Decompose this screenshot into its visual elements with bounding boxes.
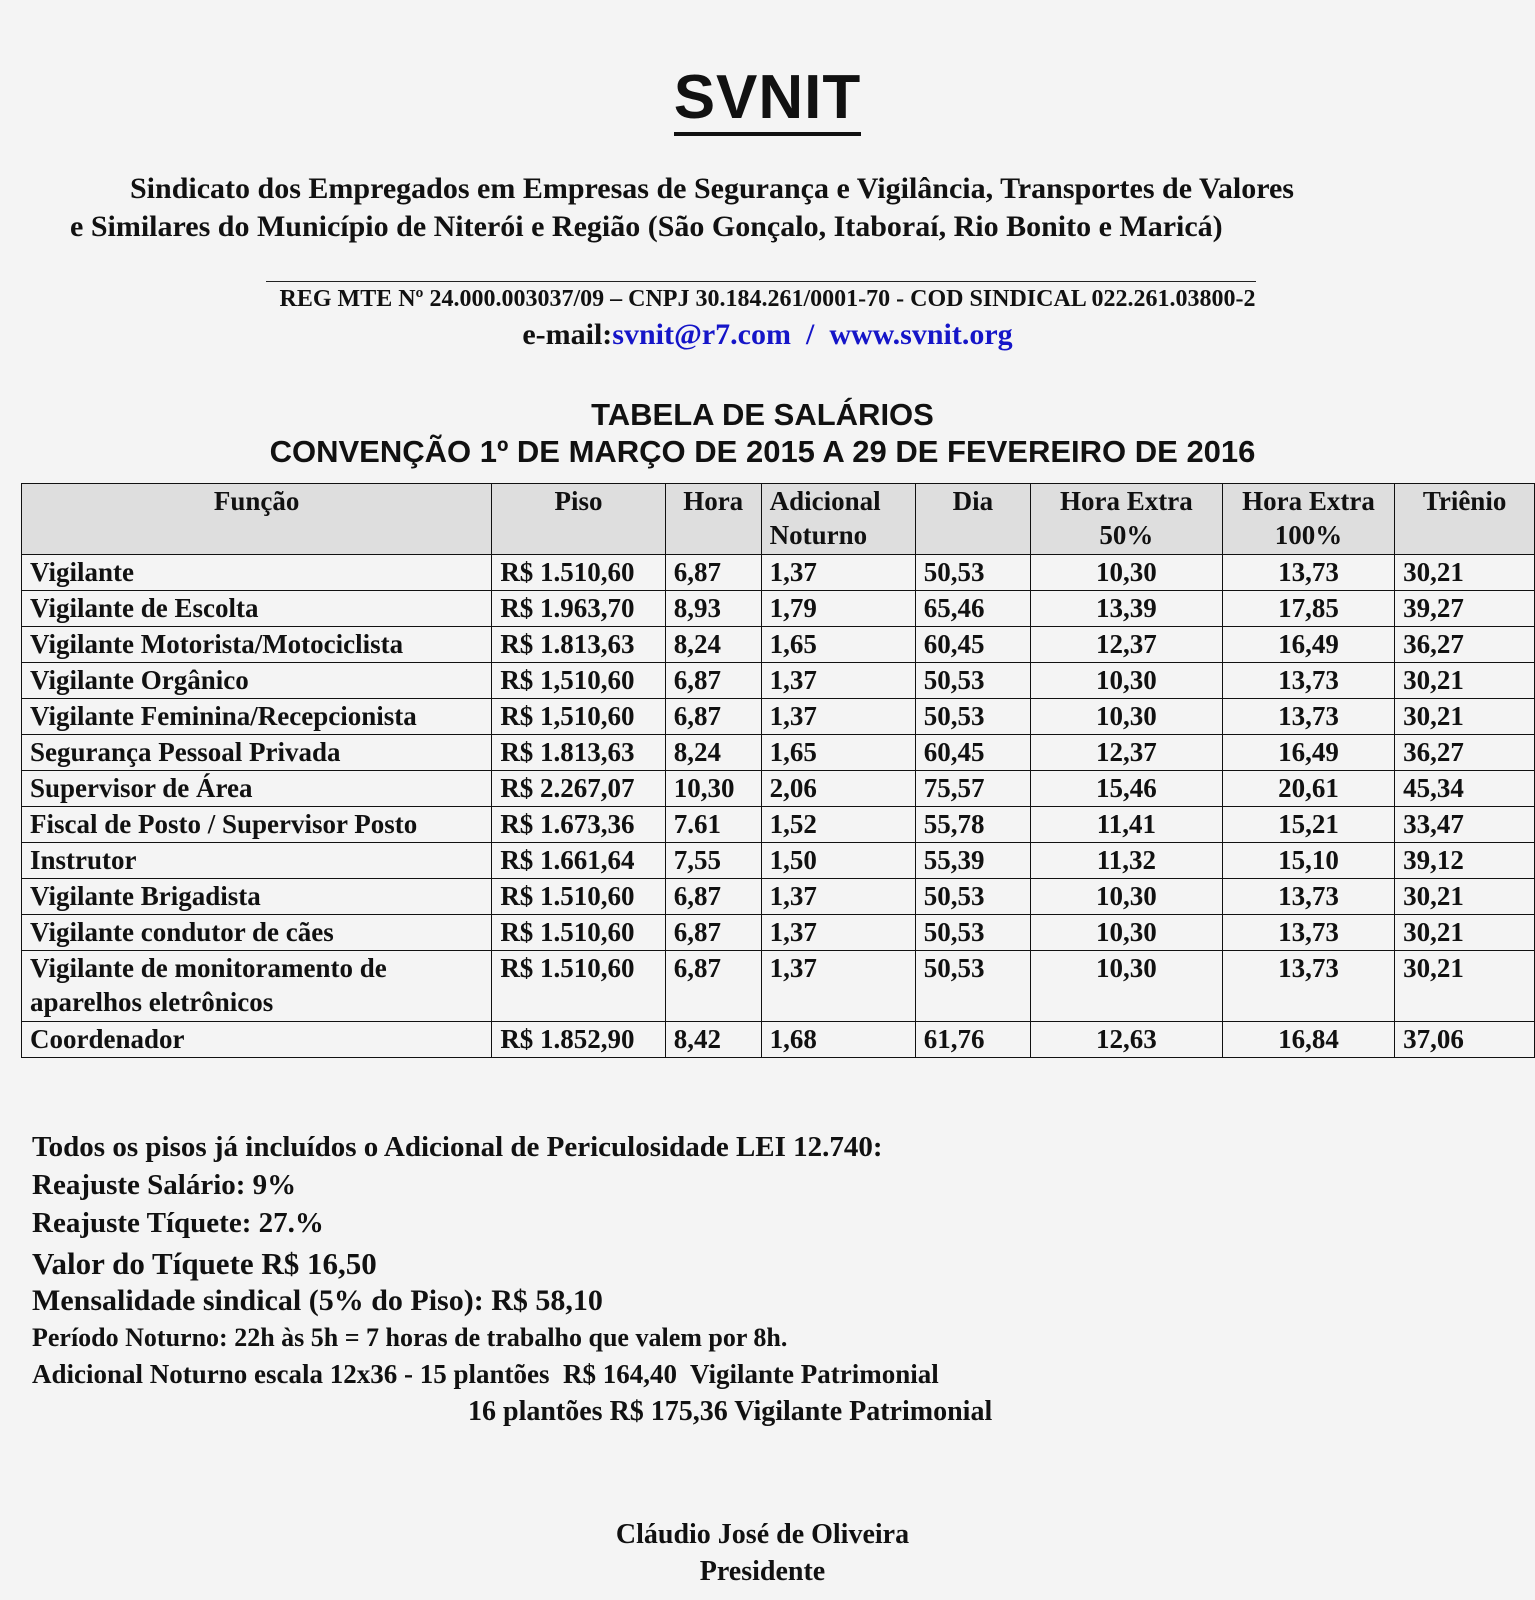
table-cell: 30,21 (1395, 699, 1535, 735)
column-header: Adicional Noturno (761, 484, 915, 555)
email-label: e-mail: (522, 318, 613, 351)
note-reajuste-tiquete: Reajuste Tíquete: 27.% (32, 1207, 324, 1239)
column-header: Dia (915, 484, 1030, 555)
column-header: Hora Extra 100% (1222, 484, 1394, 555)
table-cell: 11,41 (1030, 807, 1222, 843)
table-row (22, 807, 1535, 843)
table-cell: 1,50 (761, 843, 915, 879)
table-cell: 10,30 (1030, 915, 1222, 951)
table-cell: Supervisor de Área (22, 771, 492, 807)
table-cell: 10,30 (665, 771, 761, 807)
divider (266, 281, 1256, 282)
table-cell: R$ 1,510,60 (492, 699, 665, 735)
table-cell: 15,21 (1222, 807, 1394, 843)
table-cell: Vigilante Feminina/Recepcionista (22, 699, 492, 735)
website-link[interactable]: www.svnit.org (829, 318, 1013, 351)
registration-line: REG MTE Nº 24.000.003037/09 – CNPJ 30.184.261/0001-70 - COD SINDICAL 022.261.03800-2 (279, 286, 1256, 312)
table-cell: R$ 1.813,63 (492, 627, 665, 663)
table-cell: 30,21 (1395, 879, 1535, 915)
table-cell: 1,65 (761, 627, 915, 663)
table-cell: 10,30 (1030, 555, 1222, 591)
table-title: TABELA DE SALÁRIOS (591, 397, 934, 432)
table-cell: 36,27 (1395, 735, 1535, 771)
table-row (22, 663, 1535, 699)
table-cell: 1,37 (761, 699, 915, 735)
table-cell: 17,85 (1222, 591, 1394, 627)
column-header: Hora (665, 484, 761, 555)
table-cell: 50,53 (915, 555, 1030, 591)
table-row (22, 879, 1535, 915)
table-cell: R$ 1.661,64 (492, 843, 665, 879)
table-cell: 55,78 (915, 807, 1030, 843)
table-cell: R$ 1.510,60 (492, 555, 665, 591)
table-cell: 33,47 (1395, 807, 1535, 843)
column-header: Piso (492, 484, 665, 555)
table-row (22, 1022, 1535, 1058)
table-cell: Segurança Pessoal Privada (22, 735, 492, 771)
table-cell: Fiscal de Posto / Supervisor Posto (22, 807, 492, 843)
table-row (22, 951, 1535, 1022)
table-cell: Vigilante Orgânico (22, 663, 492, 699)
note-valor-tiquete: Valor do Tíquete R$ 16,50 (32, 1246, 377, 1281)
table-cell: 16,49 (1222, 627, 1394, 663)
table-cell: 8,24 (665, 735, 761, 771)
salary-table (21, 483, 1535, 1058)
table-cell: 15,46 (1030, 771, 1222, 807)
union-name-line-1: Sindicato dos Empregados em Empresas de Segurança e Vigilância, Transportes de Valores (130, 172, 1294, 205)
table-cell: 39,12 (1395, 843, 1535, 879)
table-cell: 61,76 (915, 1022, 1030, 1058)
table-cell: 2,06 (761, 771, 915, 807)
contact-line (0, 318, 1535, 352)
table-cell: 12,37 (1030, 627, 1222, 663)
table-cell: 1,68 (761, 1022, 915, 1058)
table-cell: 16,84 (1222, 1022, 1394, 1058)
table-cell: 60,45 (915, 735, 1030, 771)
table-cell: 1,37 (761, 663, 915, 699)
table-cell: 30,21 (1395, 555, 1535, 591)
table-cell: Instrutor (22, 843, 492, 879)
table-cell: 10,30 (1030, 699, 1222, 735)
table-cell: R$ 1.510,60 (492, 915, 665, 951)
signature-name: Cláudio José de Oliveira (615, 1519, 910, 1550)
table-cell: 45,34 (1395, 771, 1535, 807)
email-link[interactable]: svnit@r7.com (612, 318, 791, 351)
column-header: Função (22, 484, 492, 555)
table-row (22, 699, 1535, 735)
table-row (22, 735, 1535, 771)
union-name-line-2: e Similares do Município de Niterói e Região (São Gonçalo, Itaboraí, Rio Bonito e Maricá) (70, 210, 1223, 243)
table-cell: Coordenador (22, 1022, 492, 1058)
table-cell: 13,73 (1222, 699, 1394, 735)
table-cell: 6,87 (665, 951, 761, 1022)
table-cell: 13,73 (1222, 951, 1394, 1022)
table-cell: 10,30 (1030, 879, 1222, 915)
table-cell: 7,55 (665, 843, 761, 879)
table-cell: 1,52 (761, 807, 915, 843)
table-row (22, 771, 1535, 807)
contact-separator: / (806, 318, 815, 351)
table-cell: 50,53 (915, 663, 1030, 699)
note-adicional-16: 16 plantões R$ 175,36 Vigilante Patrimonial (468, 1396, 993, 1427)
table-cell: 1,37 (761, 555, 915, 591)
table-cell: 1,37 (761, 951, 915, 1022)
table-cell: Vigilante de Escolta (22, 591, 492, 627)
table-cell: 1,65 (761, 735, 915, 771)
table-cell: 8,42 (665, 1022, 761, 1058)
table-cell: 10,30 (1030, 663, 1222, 699)
table-cell: 13,73 (1222, 915, 1394, 951)
table-cell: 1,37 (761, 915, 915, 951)
table-cell: Vigilante (22, 555, 492, 591)
table-cell: 10,30 (1030, 951, 1222, 1022)
column-header: Hora Extra 50% (1030, 484, 1222, 555)
table-cell: 11,32 (1030, 843, 1222, 879)
table-cell: 75,57 (915, 771, 1030, 807)
table-cell: 12,37 (1030, 735, 1222, 771)
table-cell: 65,46 (915, 591, 1030, 627)
table-cell: 60,45 (915, 627, 1030, 663)
table-cell: 20,61 (1222, 771, 1394, 807)
table-cell: Vigilante Brigadista (22, 879, 492, 915)
table-cell: 16,49 (1222, 735, 1394, 771)
table-cell: R$ 1,510,60 (492, 663, 665, 699)
table-row (22, 915, 1535, 951)
note-mensalidade: Mensalidade sindical (5% do Piso): R$ 58,10 (32, 1284, 603, 1317)
table-cell: 13,73 (1222, 663, 1394, 699)
table-cell: R$ 1.510,60 (492, 951, 665, 1022)
column-header: Triênio (1395, 484, 1535, 555)
table-cell: 50,53 (915, 879, 1030, 915)
signature-role: Presidente (699, 1556, 826, 1587)
note-periodo-noturno: Período Noturno: 22h às 5h = 7 horas de trabalho que valem por 8h. (32, 1323, 788, 1352)
table-row (22, 627, 1535, 663)
table-cell: 50,53 (915, 699, 1030, 735)
table-cell: 12,63 (1030, 1022, 1222, 1058)
table-cell: 39,27 (1395, 591, 1535, 627)
table-cell: 6,87 (665, 879, 761, 915)
table-cell: 7.61 (665, 807, 761, 843)
table-cell: 15,10 (1222, 843, 1394, 879)
note-reajuste-salario: Reajuste Salário: 9% (32, 1169, 297, 1201)
table-cell: 6,87 (665, 915, 761, 951)
table-cell: 1,37 (761, 879, 915, 915)
table-cell: 50,53 (915, 951, 1030, 1022)
table-cell: 37,06 (1395, 1022, 1535, 1058)
note-adicional-15: Adicional Noturno escala 12x36 - 15 plantões R$ 164,40 Vigilante Patrimonial (32, 1359, 939, 1389)
document-title: SVNIT (0, 62, 1535, 133)
table-cell: Vigilante de monitoramento de aparelhos eletrônicos (22, 951, 492, 1022)
table-cell: R$ 1.510,60 (492, 879, 665, 915)
table-cell: 13,73 (1222, 555, 1394, 591)
table-cell: R$ 1.673,36 (492, 807, 665, 843)
table-row (22, 843, 1535, 879)
table-row (22, 555, 1535, 591)
table-row (22, 591, 1535, 627)
table-cell: 8,24 (665, 627, 761, 663)
table-cell: 8,93 (665, 591, 761, 627)
table-cell: 36,27 (1395, 627, 1535, 663)
table-subtitle: CONVENÇÃO 1º DE MARÇO DE 2015 A 29 DE FEVEREIRO DE 2016 (269, 434, 1256, 469)
table-cell: 13,39 (1030, 591, 1222, 627)
table-header-row (22, 484, 1535, 555)
table-cell: 30,21 (1395, 663, 1535, 699)
table-cell: 6,87 (665, 663, 761, 699)
note-periculosidade: Todos os pisos já incluídos o Adicional de Periculosidade LEI 12.740: (32, 1131, 883, 1163)
table-cell: 13,73 (1222, 879, 1394, 915)
table-cell: 30,21 (1395, 951, 1535, 1022)
table-cell: Vigilante Motorista/Motociclista (22, 627, 492, 663)
table-cell: 55,39 (915, 843, 1030, 879)
table-cell: 30,21 (1395, 915, 1535, 951)
table-cell: 6,87 (665, 699, 761, 735)
table-cell: R$ 2.267,07 (492, 771, 665, 807)
table-cell: 6,87 (665, 555, 761, 591)
table-cell: R$ 1.963,70 (492, 591, 665, 627)
table-cell: 50,53 (915, 915, 1030, 951)
table-cell: Vigilante condutor de cães (22, 915, 492, 951)
table-cell: R$ 1.813,63 (492, 735, 665, 771)
table-cell: R$ 1.852,90 (492, 1022, 665, 1058)
table-cell: 1,79 (761, 591, 915, 627)
